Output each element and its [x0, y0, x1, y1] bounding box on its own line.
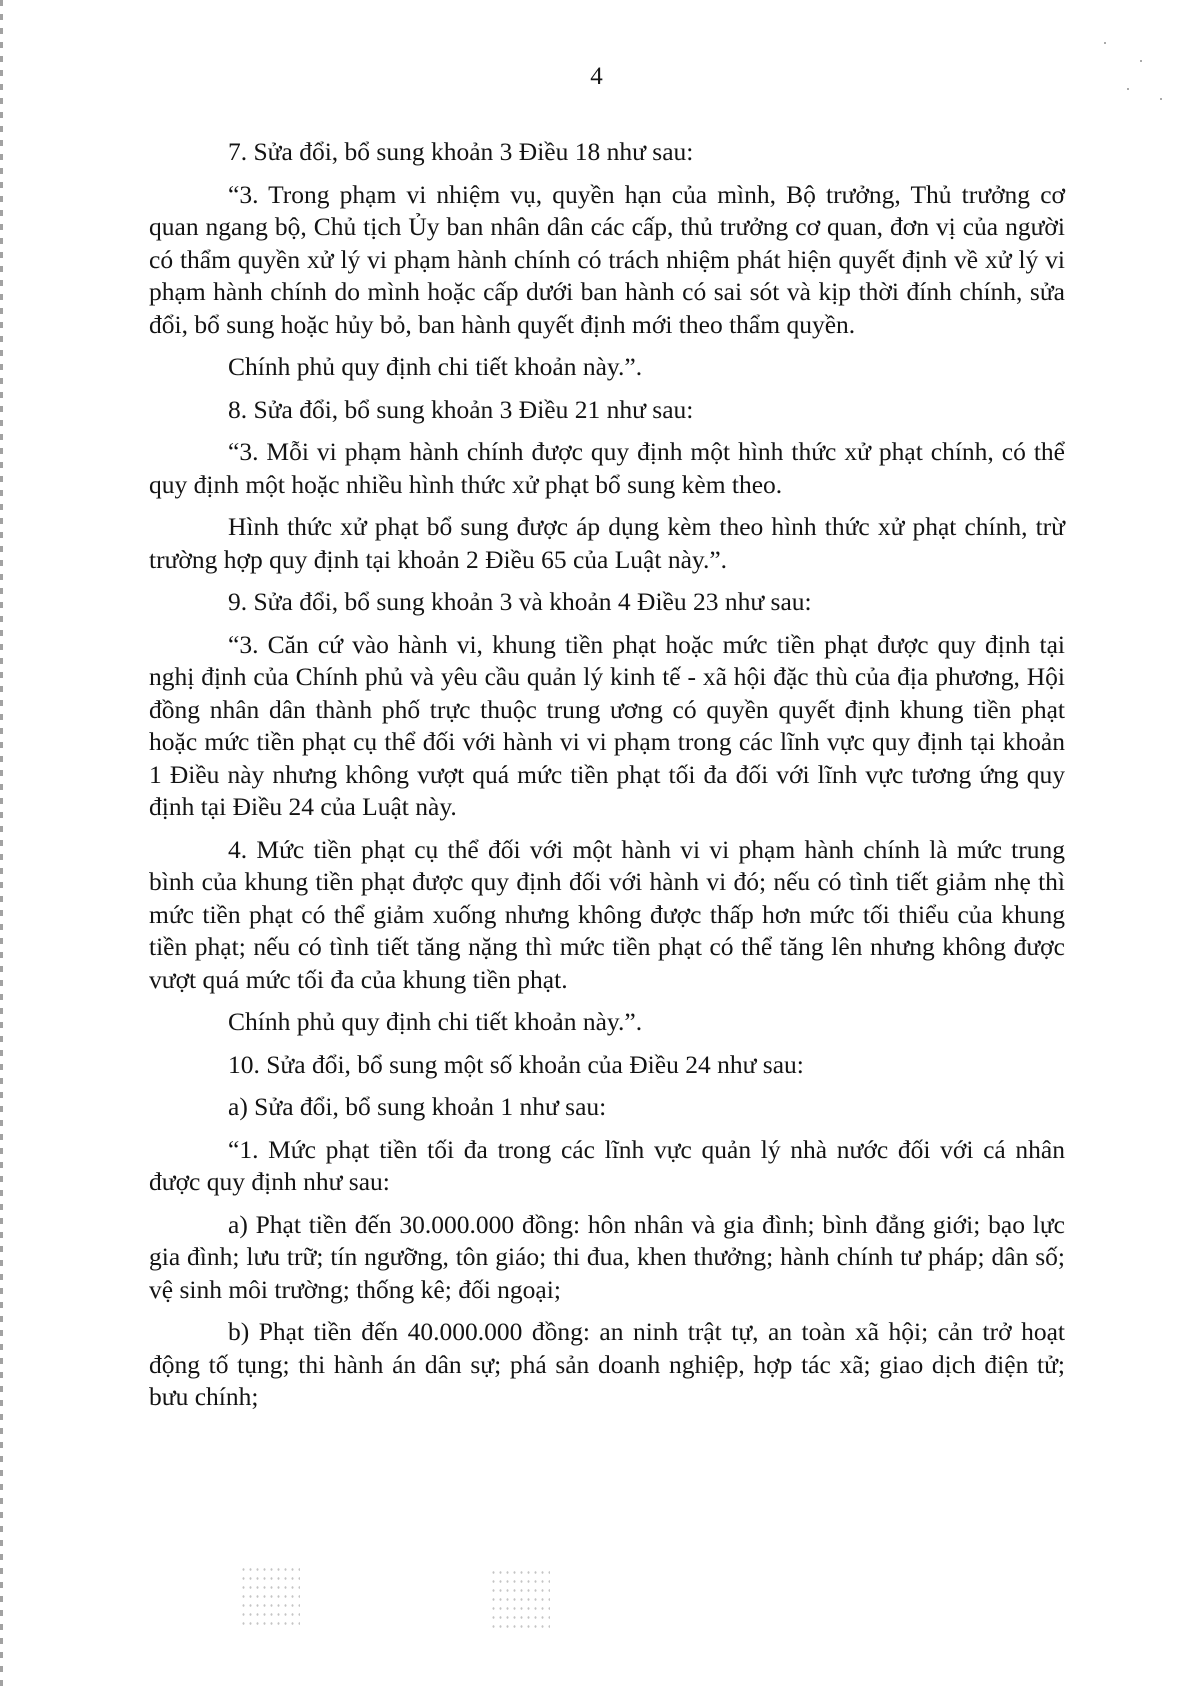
paragraph: 8. Sửa đổi, bổ sung khoản 3 Điều 21 như sau: — [228, 394, 694, 424]
paragraph: a) Sửa đổi, bổ sung khoản 1 như sau: — [228, 1092, 607, 1121]
paragraph: 4. Mức tiền phạt cụ thể đối với một hành vi vi phạm hành chính là mức trung bình của khung tiền phạt được quy định đối với hành vi đó; nếu có tình tiết giảm nhẹ thì mức tiền phạt có thể giảm xuống nhưng không được thấp hơn mức tối thiểu của khung tiền phạt; nếu có tình tiết tăng nặng thì mức tiền phạt có thể tăng lên nhưng không được vượt quá mức tối đa của khung tiền phạt. — [149, 834, 1065, 994]
paragraph: 9. Sửa đổi, bổ sung khoản 3 và khoản 4 Điều 23 như sau: — [228, 587, 812, 616]
paragraph: 10. Sửa đổi, bổ sung một số khoản của Điều 24 như sau: — [228, 1049, 804, 1079]
page-number: 4 — [590, 63, 603, 90]
scan-noise — [490, 1568, 550, 1628]
paragraph: “3. Trong phạm vi nhiệm vụ, quyền hạn của mình, Bộ trưởng, Thủ trưởng cơ quan ngang bộ, Chủ tịch Ủy ban nhân dân các cấp, thủ trưởng cơ quan, đơn vị của người có thẩm quyền xử lý vi phạm hành chính có trách nhiệm phát hiện quyết định về xử lý vi phạm hành chính do mình hoặc cấp dưới ban hành có sai sót và kịp thời đính chính, sửa đổi, bổ sung hoặc hủy bỏ, ban hành quyết định mới theo thẩm quyền. — [149, 179, 1065, 339]
paragraph: 7. Sửa đổi, bổ sung khoản 3 Điều 18 như sau: — [228, 137, 694, 166]
document-body — [149, 136, 1065, 1414]
paragraph: “1. Mức phạt tiền tối đa trong các lĩnh vực quản lý nhà nước đối với cá nhân được quy định như sau: — [149, 1134, 1065, 1196]
paragraph: Chính phủ quy định chi tiết khoản này.”. — [228, 352, 643, 381]
scan-speck — [1160, 98, 1162, 100]
scan-edge-artifact — [0, 0, 3, 1688]
paragraph: a) Phạt tiền đến 30.000.000 đồng: hôn nhân và gia đình; bình đẳng giới; bạo lực gia đình; lưu trữ; tín ngưỡng, tôn giáo; thi đua, khen thưởng; hành chính tư pháp; dân số; vệ sinh môi trường; thống kê; đối ngoại; — [149, 1209, 1065, 1304]
paragraph: Chính phủ quy định chi tiết khoản này.”. — [228, 1007, 643, 1036]
scan-speck — [1104, 42, 1106, 44]
paragraph: b) Phạt tiền đến 40.000.000 đồng: an ninh trật tự, an toàn xã hội; cản trở hoạt động tố tụng; thi hành án dân sự; phá sản doanh nghiệp, hợp tác xã; giao dịch điện tử; bưu chính; — [149, 1317, 1065, 1411]
paragraph: “3. Căn cứ vào hành vi, khung tiền phạt hoặc mức tiền phạt được quy định tại nghị định của Chính phủ và yêu cầu quản lý kinh tế - xã hội đặc thù của địa phương, Hội đồng nhân dân thành phố trực thuộc trung ương có quyền quyết định khung tiền phạt hoặc mức tiền phạt cụ thể đối với hành vi vi phạm trong các lĩnh vực quy định tại khoản 1 Điều này nhưng không vượt quá mức tiền phạt tối đa đối với lĩnh vực tương ứng quy định tại Điều 24 của Luật này. — [149, 629, 1065, 821]
scan-noise — [240, 1565, 300, 1625]
paragraph: Hình thức xử phạt bổ sung được áp dụng kèm theo hình thức xử phạt chính, trừ trường hợp quy định tại khoản 2 Điều 65 của Luật này.”. — [149, 512, 1065, 574]
paragraph: “3. Mỗi vi phạm hành chính được quy định một hình thức xử phạt chính, có thể quy định một hoặc nhiều hình thức xử phạt bổ sung kèm theo. — [149, 437, 1065, 499]
